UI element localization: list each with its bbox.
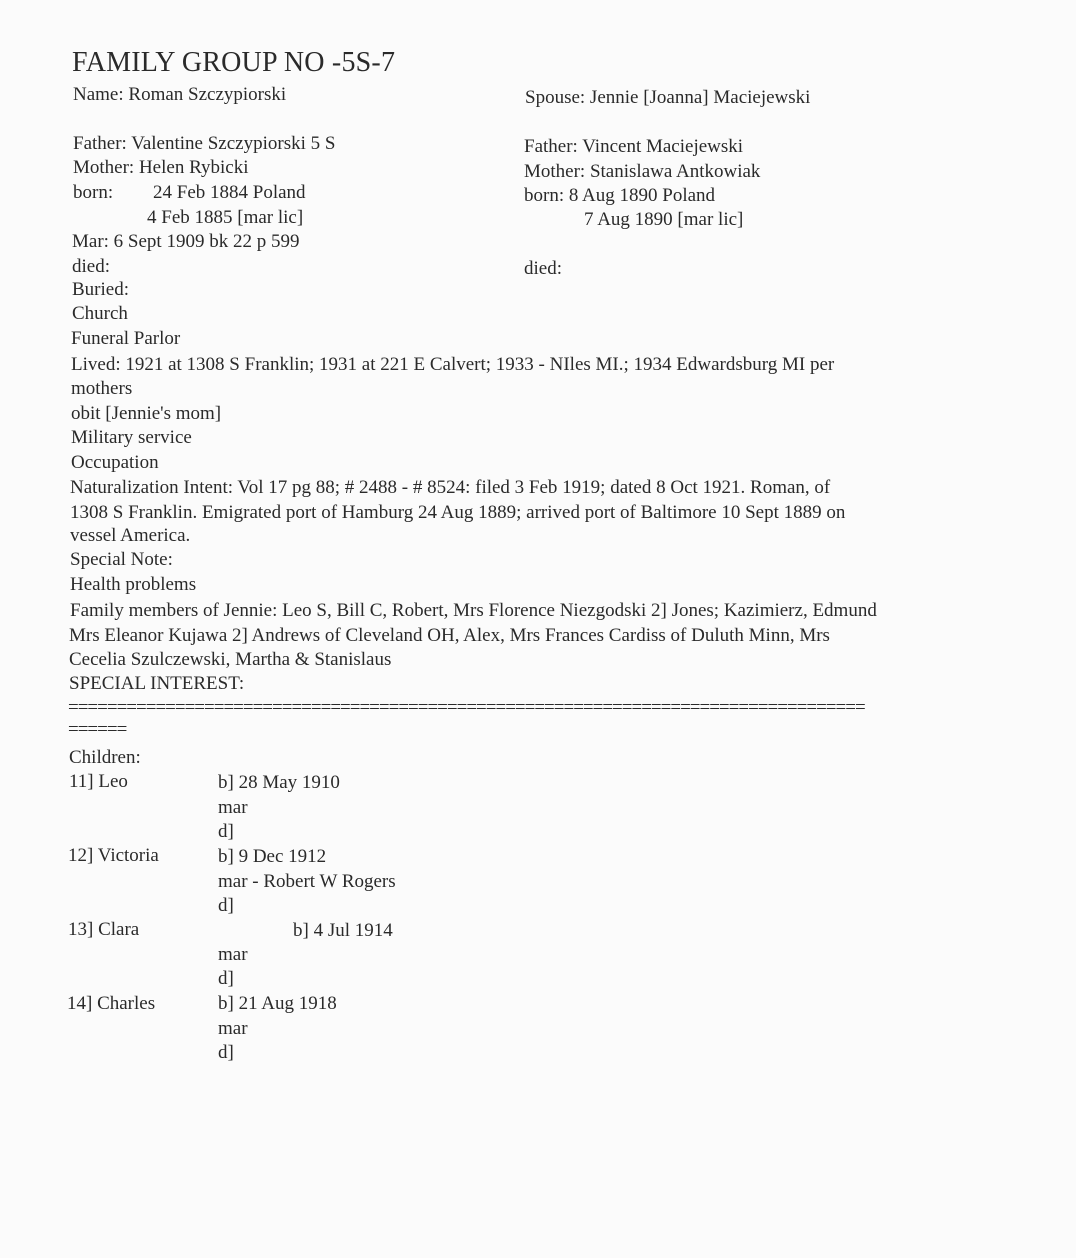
spouse-line: Spouse: Jennie [Joanna] Maciejewski [525, 87, 811, 108]
child-born: b] 21 Aug 1918 [218, 993, 337, 1014]
child-marriage: mar [218, 944, 248, 965]
church-line: Church [72, 303, 128, 324]
occupation-line: Occupation [71, 452, 159, 473]
family-members-line-2: Mrs Eleanor Kujawa 2] Andrews of Cleveland OH, Alex, Mrs Frances Cardiss of Duluth Minn, Mrs [69, 625, 830, 646]
child-born: b] 28 May 1910 [218, 772, 340, 793]
separator-rule: ================================================================================== [68, 697, 865, 718]
spouse-mother-line: Mother: Stanislawa Antkowiak [524, 161, 761, 182]
child-died: d] [218, 821, 234, 842]
child-born: b] 4 Jul 1914 [293, 920, 393, 941]
separator-rule-tail: ====== [68, 719, 127, 740]
lived-line-2: mothers [71, 378, 133, 399]
died-line: died: [72, 256, 110, 277]
spouse-born-line: born: 8 Aug 1890 Poland [524, 185, 716, 206]
marriage-line: Mar: 6 Sept 1909 bk 22 p 599 [72, 231, 300, 252]
funeral-parlor-line: Funeral Parlor [71, 328, 181, 349]
child-died: d] [218, 968, 234, 989]
father-line: Father: Valentine Szczypiorski 5 S [73, 133, 336, 154]
special-interest-line: SPECIAL INTEREST: [69, 673, 245, 694]
born-date-1: 24 Feb 1884 Poland [153, 182, 306, 203]
child-name: 14] Charles [67, 993, 156, 1014]
special-note-line: Special Note: [70, 549, 173, 570]
naturalization-line-1: Naturalization Intent: Vol 17 pg 88; # 2488 - # 8524: filed 3 Feb 1919; dated 8 Oct 1921. Roman, of [70, 477, 831, 498]
name-line: Name: Roman Szczypiorski [73, 84, 287, 105]
family-members-line-1: Family members of Jennie: Leo S, Bill C, Robert, Mrs Florence Niezgodski 2] Jones; Kazimierz, Edmund [70, 600, 877, 621]
child-name: 11] Leo [69, 771, 128, 792]
lived-line-1: Lived: 1921 at 1308 S Franklin; 1931 at 221 E Calvert; 1933 - NIles MI.; 1934 Edwardsburg MI per [71, 354, 835, 375]
family-members-line-3: Cecelia Szulczewski, Martha & Stanislaus [69, 649, 392, 670]
spouse-born-date-2: 7 Aug 1890 [mar lic] [584, 209, 744, 230]
child-marriage: mar [218, 1018, 248, 1039]
obit-line: obit [Jennie's mom] [71, 403, 222, 424]
health-line: Health problems [70, 574, 197, 595]
born-label: born: [73, 182, 114, 203]
military-line: Military service [71, 427, 192, 448]
spouse-father-line: Father: Vincent Maciejewski [524, 136, 744, 157]
naturalization-line-3: vessel America. [70, 525, 191, 546]
child-marriage: mar - Robert W Rogers [218, 871, 396, 892]
children-label: Children: [69, 747, 141, 768]
page-title: FAMILY GROUP NO -5S-7 [72, 47, 396, 78]
child-died: d] [218, 1042, 234, 1063]
buried-line: Buried: [72, 279, 129, 300]
naturalization-line-2: 1308 S Franklin. Emigrated port of Hamburg 24 Aug 1889; arrived port of Baltimore 10 Sept 1889 on [70, 502, 846, 523]
child-name: 12] Victoria [68, 845, 159, 866]
child-died: d] [218, 895, 234, 916]
spouse-died-line: died: [524, 258, 562, 279]
child-marriage: mar [218, 797, 248, 818]
born-date-2: 4 Feb 1885 [mar lic] [147, 207, 304, 228]
mother-line: Mother: Helen Rybicki [73, 157, 249, 178]
child-born: b] 9 Dec 1912 [218, 846, 327, 867]
child-name: 13] Clara [68, 919, 140, 940]
